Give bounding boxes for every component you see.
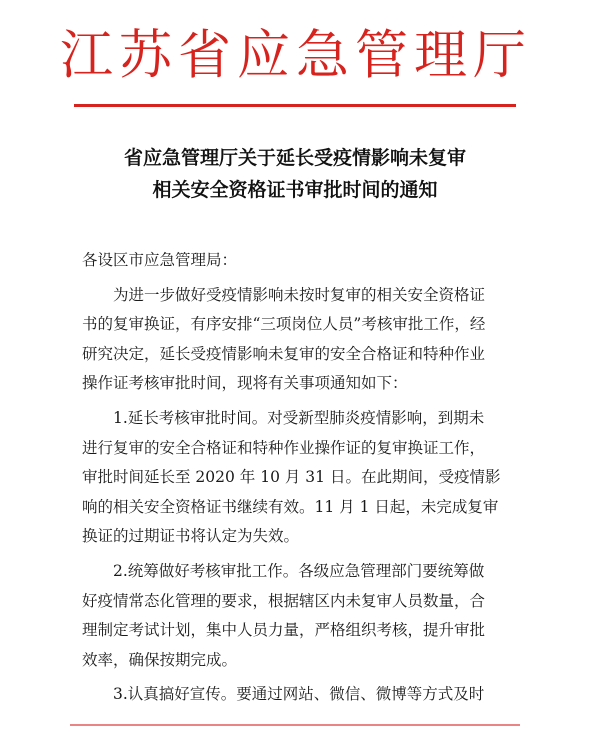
notice-body (82, 246, 514, 715)
paragraph-intro (82, 281, 514, 399)
salutation: 各设区市应急管理局： (82, 251, 238, 269)
paragraph-line: 审批时间延长至 2020 年 10 月 31 日。在此期间，受疫情影 (82, 468, 501, 487)
paragraph-line: 效率，确保按期完成。 (82, 650, 238, 669)
paragraph-line: 3.认真搞好宣传。要通过网站、微信、微博等方式及时 (113, 685, 485, 704)
agency-header-title: 江苏省应急管理厅 (60, 25, 532, 86)
paragraph-line: 书的复审换证，有序安排“三项岗位人员”考核审批工作，经 (82, 315, 486, 334)
paragraph-line: 1.延长考核审批时间。对受新型肺炎疫情影响，到期未 (113, 408, 485, 427)
paragraph-line: 操作证考核审批时间，现将有关事项通知如下： (82, 374, 408, 393)
paragraph-line: 为进一步做好受疫情影响未按时复审的相关安全资格证 (113, 285, 486, 304)
paragraph-line: 进行复审的安全合格证和特种作业操作证的复审换证工作， (82, 438, 486, 457)
notice-title-line-1: 省应急管理厅关于延长受疫情影响未复审 (123, 147, 466, 169)
paragraph-line: 换证的过期证书将认定为失效。 (82, 527, 300, 546)
paragraph-line: 理制定考试计划，集中人员力量，严格组织考核，提升审批 (82, 621, 486, 640)
paragraph-item-3 (82, 680, 514, 710)
paragraph-line: 2.统筹做好考核审批工作。各级应急管理部门要统筹做 (113, 561, 485, 580)
notice-title-line-2: 相关安全资格证书审批时间的通知 (152, 179, 438, 201)
paragraph-item-2 (82, 557, 514, 675)
header-red-divider (74, 104, 516, 107)
page-bottom-edge (70, 724, 520, 726)
paragraph-line: 响的相关安全资格证书继续有效。11 月 1 日起，未完成复审 (82, 497, 499, 516)
notice-title (60, 142, 530, 206)
paragraph-line: 研究决定，延长受疫情影响未复审的安全合格证和特种作业 (82, 344, 486, 363)
paragraph-line: 好疫情常态化管理的要求，根据辖区内未复审人员数量，合 (82, 591, 486, 610)
paragraph-item-1 (82, 404, 514, 552)
